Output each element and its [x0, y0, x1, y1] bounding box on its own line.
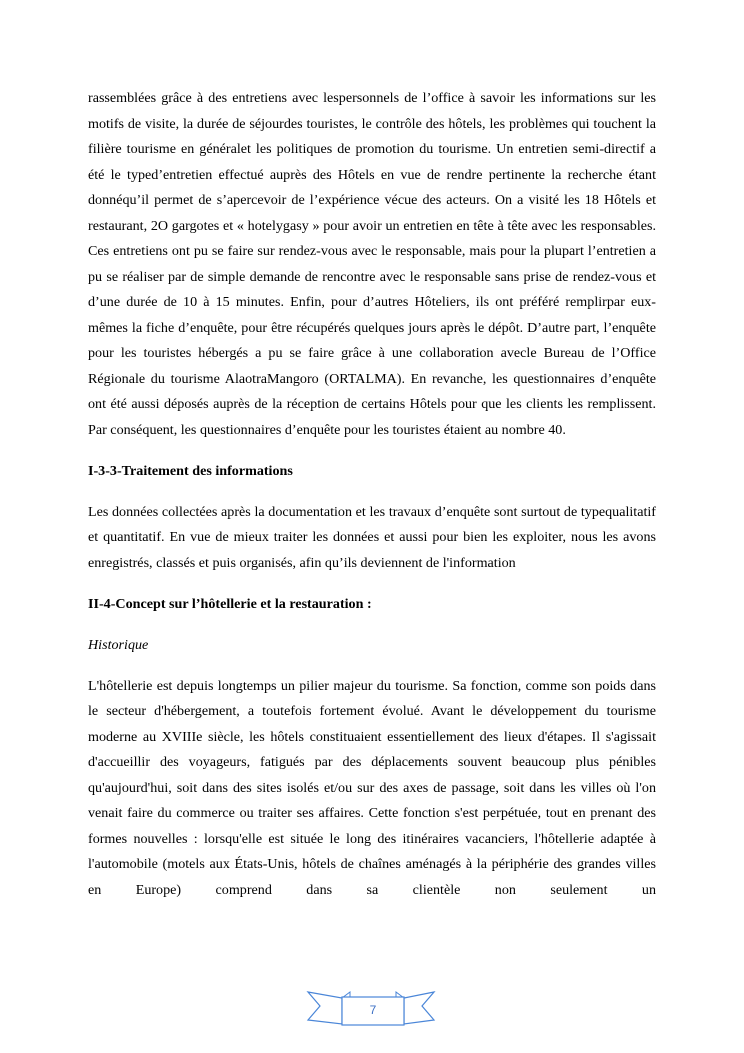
section-heading-concept: II-4-Concept sur l’hôtellerie et la restauration : [88, 595, 372, 612]
section-heading-traitement: I-3-3-Traitement des informations [88, 462, 293, 479]
document-page [88, 86, 656, 903]
body-paragraph-traitement: Les données collectées après la documentation et les travaux d’enquête sont surtout de typequalitatif et quantitatif. En vue de mieux traiter les données et aussi pour bien les exploiter, nous les avons enregistrés, classés et puis organisés, afin qu’ils deviennent de l'information [88, 503, 656, 571]
page-number: 7 [369, 1003, 377, 1017]
ribbon-right-tail [404, 992, 434, 1024]
body-paragraph-historique: L'hôtellerie est depuis longtemps un pilier majeur du tourisme. Sa fonction, comme son poids dans le secteur d'hébergement, a toutefois fortement évolué. Avant le développement du tourisme moderne au XVIIIe siècle, les hôtels constituaient essentiellement des lieux d'étapes. Il s'agissait d'accueillir des voyageurs, fatigués par des déplacements souvent beaucoup plus pénibles qu'aujourd'hui, soit dans des sites isolés et/ou sur des axes de passage, soit dans les villes où l'on venait faire du commerce ou traiter ses affaires. Cette fonction s'est perpétuée, tout en prenant des formes nouvelles : lorsqu'elle est située le long des itinéraires vacanciers, l'hôtellerie adaptée à l'automobile (motels aux États-Unis, hôtels de chaînes aménagés à la périphérie des grandes villes en Europe) comprend dans sa clientèle non seulement un [88, 677, 656, 898]
page-footer [306, 990, 436, 1032]
subheading-historique: Historique [88, 636, 149, 653]
body-paragraph-methodology: rassemblées grâce à des entretiens avec lespersonnels de l’office à savoir les informations sur les motifs de visite, la durée de séjourdes touristes, le contrôle des hôtels, les problèmes qui touchent la filière tourisme en généralet les politiques de promotion du tourisme. Un entretien semi-directif a été le typed’entretien effectué auprès des Hôtels en vue de rendre pertinente la recherche étant donnéqu’il permet de s’apercevoir de l’expérience vécue des acteurs. On a visité les 18 Hôtels et restaurant, 2O gargotes et « hotelygasy » pour avoir un entretien en tête à tête avec les responsables. Ces entretiens ont pu se faire sur rendez-vous avec le responsable, mais pour la plupart l’entretien a pu se réaliser par de simple demande de rencontre avec le responsable sans prise de rendez-vous et d’une durée de 10 à 15 minutes. Enfin, pour d’autres Hôteliers, ils ont préféré remplirpar eux-mêmes la fiche d’enquête, pour être récupérés quelques jours après le dépôt. D’autre part, l’enquête pour les touristes hébergés a pu se faire grâce à une collaboration avecle Bureau de l’Office Régionale du tourisme AlaotraMangoro (ORTALMA). En revanche, les questionnaires d’enquête ont été aussi déposés auprès de la réception de certains Hôtels pour que les clients les remplissent. Par conséquent, les questionnaires d’enquête pour les touristes étaient au nombre 40. [88, 90, 656, 438]
ribbon-left-tail [308, 992, 342, 1024]
